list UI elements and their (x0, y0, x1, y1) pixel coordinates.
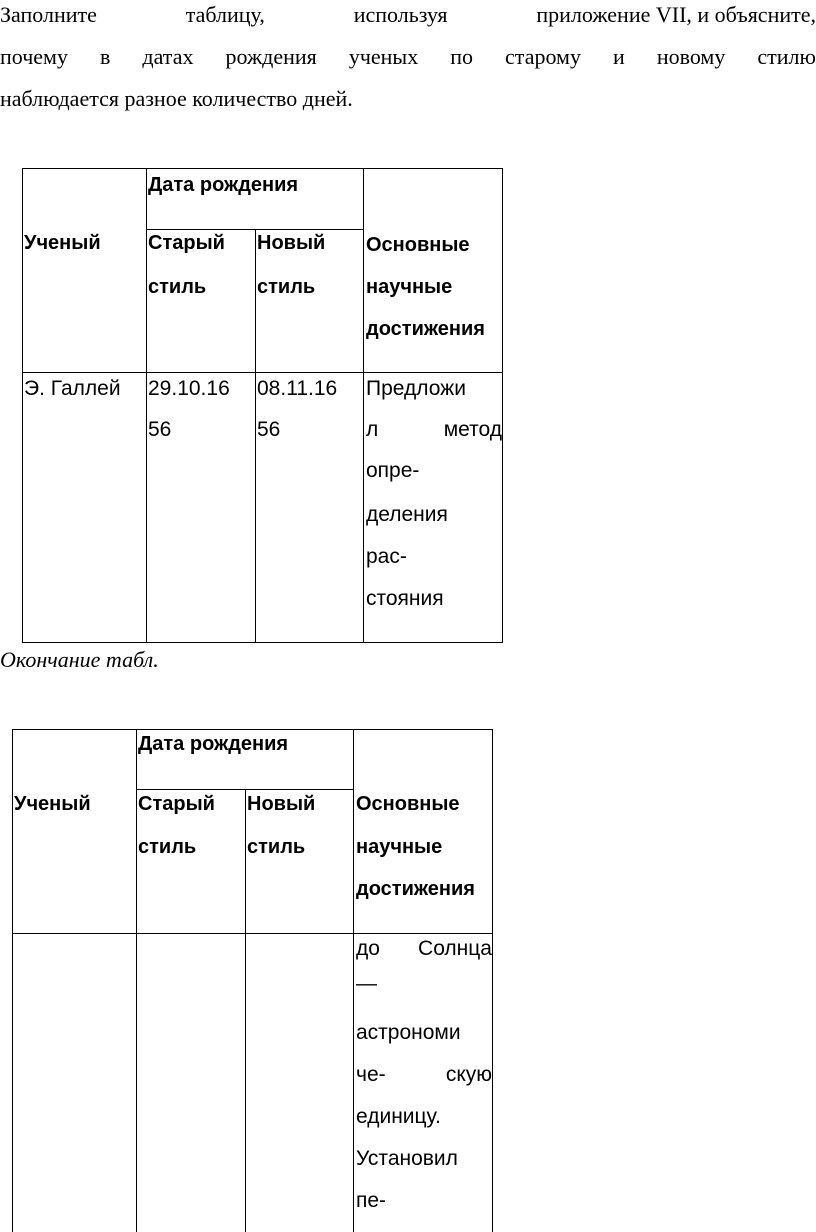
table-border (245, 789, 246, 1232)
cell-word: Солнца (418, 937, 492, 960)
task-word: таблицу, (185, 2, 265, 27)
cell-achievements: единицу. (356, 1105, 441, 1128)
cell-achievements: Установил (356, 1147, 458, 1170)
header-achievements: достижения (356, 878, 475, 900)
cell-new-style: 08.11.16 (257, 377, 338, 400)
cell-achievements: Предложи (366, 377, 466, 400)
cell-old-style: 29.10.16 (148, 377, 230, 400)
header-old-style: стиль (148, 276, 207, 298)
cell-achievements: астрономи (356, 1021, 461, 1044)
task-word: новому (656, 44, 726, 69)
header-old-style: Старый (148, 232, 225, 254)
header-new-style: стиль (257, 276, 316, 298)
cell-achievements: рас- (366, 545, 407, 568)
header-birth-date: Дата рождения (138, 733, 289, 755)
task-word: старому (505, 44, 581, 69)
header-achievements: Основные (356, 793, 460, 815)
table-continuation-caption: Окончание табл. (0, 647, 159, 672)
task-word: почему (0, 44, 68, 69)
header-old-style: стиль (138, 836, 197, 858)
task-word: Заполните (0, 2, 97, 27)
header-new-style: Новый (257, 232, 326, 254)
table-border (492, 729, 493, 1232)
task-word: датах (142, 44, 194, 69)
header-old-style: Старый (138, 793, 215, 815)
task-word: рождения (225, 44, 317, 69)
cell-word: л (366, 418, 379, 441)
cell-new-style: 56 (257, 418, 281, 441)
task-word: приложение VII, и объясните, (536, 2, 816, 27)
task-word: в (100, 44, 111, 69)
cell-scientist: Э. Галлей (24, 377, 121, 400)
cell-achievements: пе- (356, 1189, 387, 1212)
cell-word: до (356, 937, 380, 960)
cell-old-style: 56 (148, 418, 172, 441)
task-word: используя (353, 2, 448, 27)
header-achievements: Основные (366, 234, 470, 256)
task-word: и (613, 44, 625, 69)
table-border (353, 729, 354, 1232)
cell-achievements: опре- (366, 459, 420, 482)
cell-word: че- (356, 1063, 386, 1086)
task-word: ученых (348, 44, 419, 69)
cell-achievements (356, 1054, 492, 1096)
cell-achievements: — (356, 972, 377, 995)
header-new-style: Новый (247, 793, 316, 815)
cell-word: скую (445, 1063, 492, 1086)
table-border (136, 729, 137, 1232)
task-word: стилю (757, 44, 816, 69)
header-scientist: Ученый (14, 793, 91, 815)
header-birth-date: Дата рождения (148, 174, 299, 196)
table-border (12, 729, 13, 1232)
header-achievements: достижения (366, 318, 485, 340)
task-word: по (450, 44, 474, 69)
cell-achievements: деления (366, 503, 448, 526)
cell-word: метод (443, 418, 502, 441)
cell-achievements: стояния (366, 587, 444, 610)
header-achievements: научные (366, 276, 453, 298)
header-new-style: стиль (247, 836, 306, 858)
header-scientist: Ученый (24, 232, 101, 254)
header-achievements: научные (356, 836, 443, 858)
task-line-3: наблюдается разное количество дней. (0, 86, 353, 111)
